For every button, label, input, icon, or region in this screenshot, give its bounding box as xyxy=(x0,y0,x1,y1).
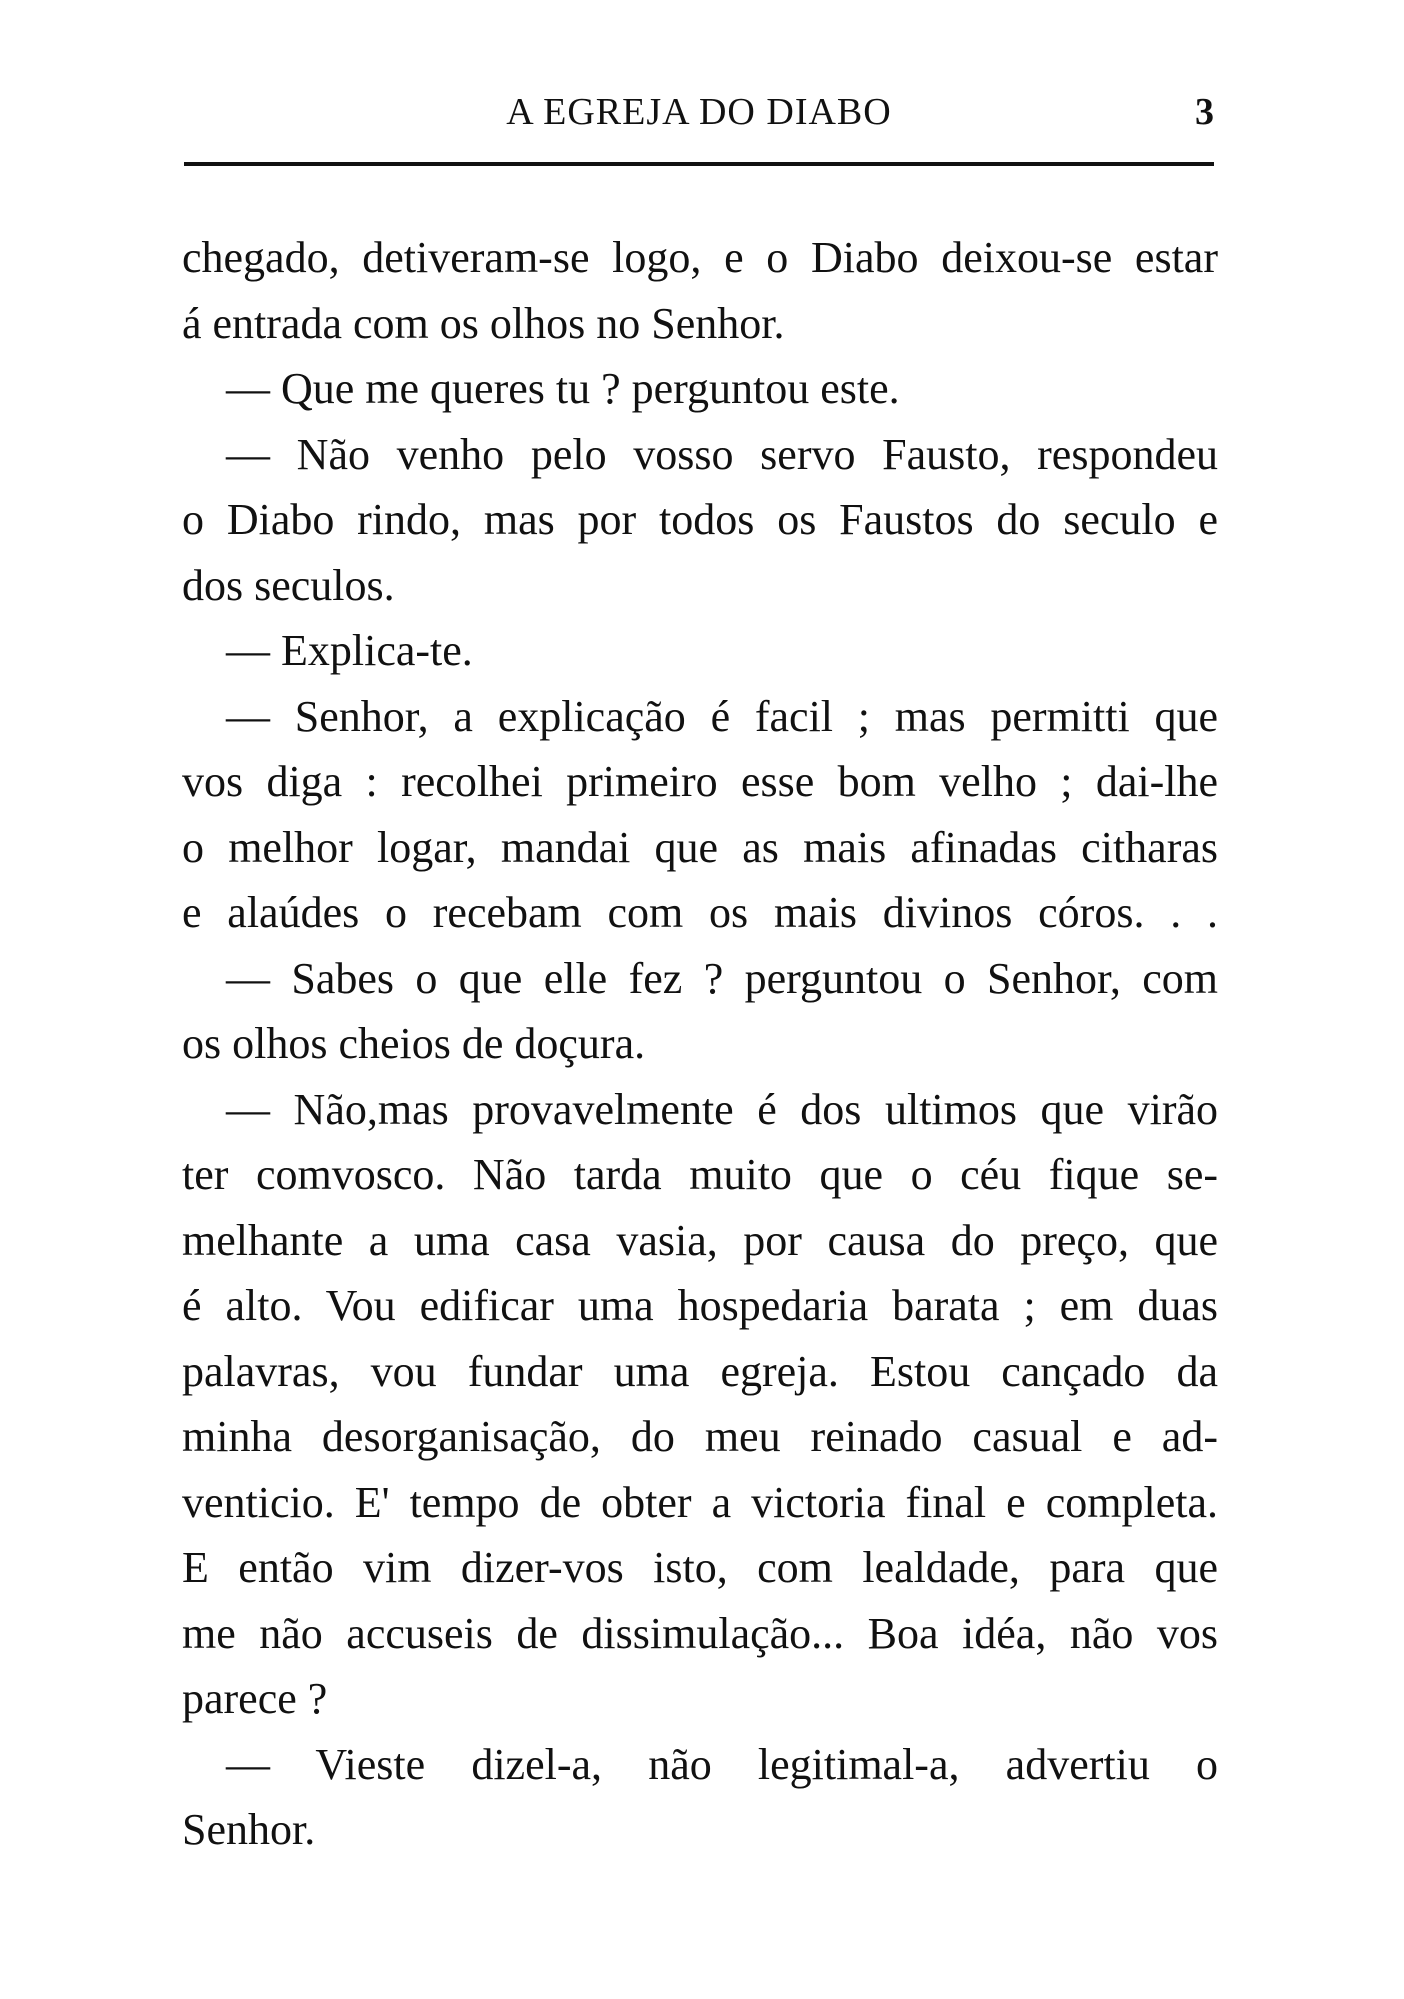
text-line: — Senhor, a explicação é facil ; mas permitti que xyxy=(226,691,1218,741)
text-line: — Vieste dizel-a, não legitimal-a, advertiu o xyxy=(226,1739,1218,1789)
page-header xyxy=(184,82,1214,142)
body-text xyxy=(182,225,1218,1863)
text-line: palavras, vou fundar uma egreja. Estou cançado da xyxy=(182,1346,1218,1396)
text-line: me não accuseis de dissimulação... Boa idéa, não vos xyxy=(182,1608,1218,1658)
text-line: o melhor logar, mandai que as mais afinadas citharas xyxy=(182,822,1218,872)
text-line: Senhor. xyxy=(182,1805,316,1854)
text-line: parece ? xyxy=(182,1674,328,1723)
text-line: ter comvosco. Não tarda muito que o céu fique se- xyxy=(182,1150,1218,1199)
text-line: é alto. Vou edificar uma hospedaria barata ; em duas xyxy=(182,1281,1218,1330)
text-line: e alaúdes o recebam com os mais divinos córos. . . xyxy=(182,888,1218,937)
running-title: A EGREJA DO DIABO xyxy=(506,91,892,133)
text-line: minha desorganisação, do meu reinado casual e ad- xyxy=(182,1412,1218,1461)
text-line: — Não venho pelo vosso servo Fausto, respondeu xyxy=(226,429,1218,479)
text-line: melhante a uma casa vasia, por causa do preço, que xyxy=(182,1215,1218,1265)
text-line: — Não,mas provavelmente é dos ultimos que virão xyxy=(226,1084,1218,1134)
text-line: — Explica-te. xyxy=(226,626,473,675)
text-line: chegado, detiveram-se logo, e o Diabo deixou-se estar xyxy=(182,233,1218,282)
text-line: — Sabes o que elle fez ? perguntou o Senhor, com xyxy=(226,953,1218,1003)
text-line: E então vim dizer-vos isto, com lealdade, para que xyxy=(182,1543,1218,1592)
text-line: o Diabo rindo, mas por todos os Faustos do seculo e xyxy=(182,495,1218,544)
text-line: vos diga : recolhei primeiro esse bom velho ; dai-lhe xyxy=(182,757,1218,806)
text-line: dos seculos. xyxy=(182,560,395,610)
text-line: os olhos cheios de doçura. xyxy=(182,1019,646,1068)
text-line: — Que me queres tu ? perguntou este. xyxy=(226,364,900,413)
text-line: á entrada com os olhos no Senhor. xyxy=(182,298,785,348)
header-rule xyxy=(184,162,1214,166)
page-number: 3 xyxy=(1195,91,1214,133)
text-line: venticio. E' tempo de obter a victoria final e completa. xyxy=(182,1477,1218,1527)
